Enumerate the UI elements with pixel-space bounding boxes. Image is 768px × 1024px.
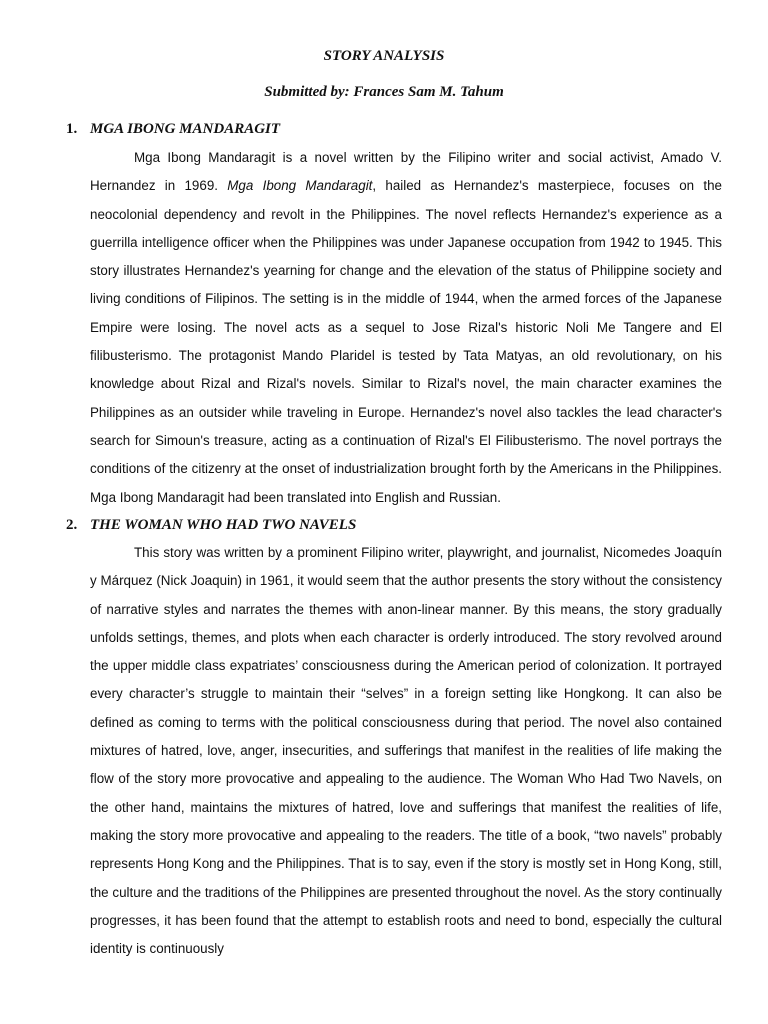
paragraph-1-body: , hailed as Hernandez's masterpiece, focuses on the neocolonial dependency and revolt in the Philippines. The novel reflects Hernandez's experience as a guerrilla intelligence officer when the Philippines was under Japanese occupation from 1942 to 1945. This story illustrates Hernandez's yearning for change and the elevation of the status of Philippine society and living conditions of Filipinos. The setting is in the middle of 1944, when the armed forces of the Japanese Empire were losing. The novel acts as a sequel to Jose Rizal's historic Noli Me Tangere and El filibusterismo. The protagonist Mando Plaridel is tested by Tata Matyas, an old revolutionary, on his knowledge about Rizal and Rizal's novels. Similar to Rizal's novel, the main character examines the Philippines as an outsider while traveling in Europe. Hernandez's novel also tackles the lead character's search for Simoun's treasure, acting as a continuation of Rizal's El Filibusterismo. The novel portrays the conditions of the citizenry at the onset of industrialization brought forth by the Americans in the Philippines. Mga Ibong Mandaragit had been translated into English and Russian.	[90, 178, 723, 505]
section-paragraph-1	[90, 144, 722, 512]
section-title-1: MGA IBONG MANDARAGIT	[90, 121, 281, 137]
section-number-2: 2.	[66, 517, 78, 533]
section-heading-2	[66, 515, 356, 535]
section-title-2: THE WOMAN WHO HAD TWO NAVELS	[90, 517, 357, 533]
paragraph-2-body: This story was written by a prominent Filipino writer, playwright, and journalist, Nicomedes Joaquín y Márquez (Nick Joaquin) in 1961, it would seem that the author presents the story without the consistency of narrative styles and narrates the themes with anon-linear manner. By this means, the story gradually unfolds settings, themes, and plots when each character is orderly introduced. The story revolved around the upper middle class expatriates’ consciousness during the American period of colonization. It portrayed every character’s struggle to maintain their “selves” in a foreign setting like Hongkong. It can also be defined as coming to terms with the political consciousness during that period. The novel also contained mixtures of hatred, love, anger, insecurities, and sufferings that manifest in the realities of life making the flow of the story more provocative and appealing to the audience. The Woman Who Had Two Navels, on the other hand, maintains the mixtures of hatred, love and sufferings that manifest the realities of life, making the story more provocative and appealing to the readers. The title of a book, “two navels” probably represents Hong Kong and the Philippines. That is to say, even if the story is mostly set in Hong Kong, still, the culture and the traditions of the Philippines are presented throughout the novel. As the story continually progresses, it has been found that the attempt to establish roots and need to bond, especially the cultural identity is continuously	[90, 545, 722, 957]
section-paragraph-2	[90, 539, 722, 965]
paragraph-1-italic-title: Mga Ibong Mandaragit	[227, 178, 373, 194]
section-number-1: 1.	[66, 121, 78, 137]
submitted-by-line: Submitted by: Frances Sam M. Tahum	[264, 84, 504, 100]
document-title: STORY ANALYSIS	[323, 48, 445, 64]
section-heading-1	[66, 119, 280, 139]
paragraph-1-lead: Mga Ibong Mandaragit is a novel written by the Filipino writer and social activist, Amado V. Hernandez in 1969.	[90, 150, 722, 194]
